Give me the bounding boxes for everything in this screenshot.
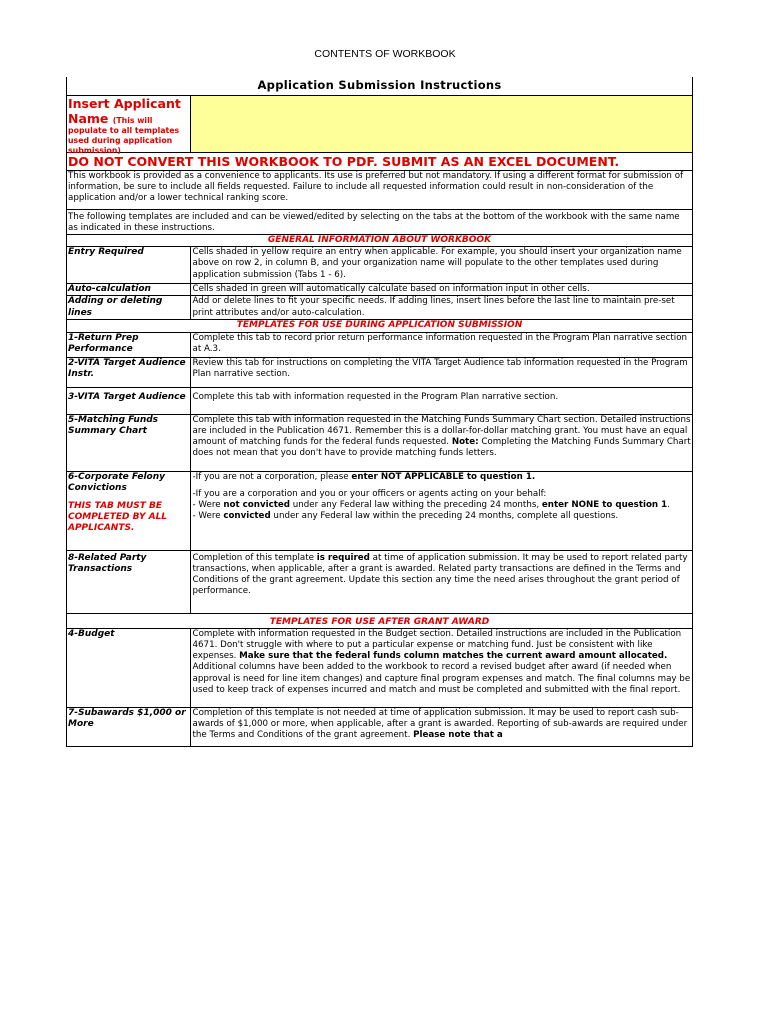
row-text: Review this tab for instructions on completing the VITA Target Audience tab information requested in the Program Plan narrative section. xyxy=(190,357,693,387)
warning-row xyxy=(66,153,693,171)
row-label: 3-VITA Target Audience xyxy=(66,387,190,414)
applicant-label: Insert Applicant Name (This will xyxy=(68,96,181,126)
section-after xyxy=(66,613,693,628)
intro-row-1 xyxy=(66,171,693,210)
intro-row-2 xyxy=(66,209,693,234)
row-label: 5-Matching Funds Summary Chart xyxy=(66,414,190,471)
row-text: Complete this tab with information requested in the Matching Funds Summary Chart section. Detailed instructions are included in the Publication 4671. Remember this is a dollar-for-dollar matching grant. You must have an equal amount of matching funds for the federal funds requested. Note: Completing the Matching Funds Summary Chart does not mean that you don't have to provide matching funds letters. xyxy=(190,414,693,471)
felony-required-note: THIS TAB MUST BE COMPLETED BY ALL APPLICANTS. xyxy=(68,501,168,534)
sheet-left-border xyxy=(66,77,67,747)
section-general-title: GENERAL INFORMATION ABOUT WORKBOOK xyxy=(66,235,693,247)
row-budget xyxy=(66,628,693,707)
row-label: 1-Return Prep Performance xyxy=(66,332,190,357)
row-auto-calculation xyxy=(66,284,693,296)
row-text: -If you are not a corporation, please enter NOT APPLICABLE to question 1. -If you are a corporation and you or your officers or agents acting on your behalf: - Were not convicted under any Federal law withing the preceding 24 months, enter NONE to question 1. - Were convicted under any Federal law within the preceding 24 months, complete all questions. xyxy=(190,471,693,550)
applicant-row xyxy=(66,96,693,153)
row-subawards xyxy=(66,707,693,746)
row-felony xyxy=(66,471,693,550)
instructions-sheet xyxy=(66,77,693,747)
row-matching-funds xyxy=(66,414,693,471)
sheet-title: Application Submission Instructions xyxy=(66,77,693,96)
row-vita-audience xyxy=(66,387,693,414)
row-entry-required xyxy=(66,247,693,284)
row-text: Completion of this template is required at time of application submission. It may be used to report related party transactions, when applicable, after a grant is awarded. Related party transactions are defined in the Terms and Conditions of the grant agreement. Update this section any time the need arises throughout the grant period of performance. xyxy=(190,550,693,613)
intro-text-2: The following templates are included and can be viewed/edited by selecting on the tabs at the bottom of the workbook with the same name as indicated in these instructions. xyxy=(66,209,693,234)
row-vita-instr xyxy=(66,357,693,387)
row-text: Cells shaded in green will automatically calculate based on information input in other cells. xyxy=(190,284,693,296)
row-label: Auto-calculation xyxy=(66,284,190,296)
warning-text: DO NOT CONVERT THIS WORKBOOK TO PDF. SUBMIT AS AN EXCEL DOCUMENT. xyxy=(66,153,693,171)
section-during xyxy=(66,320,693,332)
instructions-table xyxy=(66,77,693,747)
title-row xyxy=(66,77,693,96)
intro-text-1: This workbook is provided as a convenience to applicants. Its use is preferred but not mandatory. If using a different format for submission of information, be sure to include all fields requested. Failure to include all requested information could result in non-consideration of the application and/or a lower technical ranking score. xyxy=(66,171,693,210)
row-text: Complete this tab with information requested in the Program Plan narrative section. xyxy=(190,387,693,414)
row-label: 7-Subawards $1,000 or More xyxy=(66,707,190,746)
applicant-name-input[interactable] xyxy=(190,96,693,153)
row-text: Complete with information requested in the Budget section. Detailed instructions are included in the Publication 4671. Don't struggle with where to put a particular expense or matching fund. Just be consistent with like expenses. Make sure that the federal funds column matches the current award amount allocated. Additional columns have been added to the workbook to record a revised budget after award (if needed when approval is need for line item changes) and capture final program expenses and match. The final columns may be used to keep track of expenses incurred and match and must be completed and submitted with the final report. xyxy=(190,628,693,707)
page-heading: CONTENTS OF WORKBOOK xyxy=(314,48,456,60)
applicant-label-sub: populate to all templates used during application submission) xyxy=(68,126,180,155)
row-return-prep xyxy=(66,332,693,357)
applicant-label-cell xyxy=(66,96,190,153)
section-during-title: TEMPLATES FOR USE DURING APPLICATION SUBMISSION xyxy=(66,320,693,332)
row-text: Cells shaded in yellow require an entry when applicable. For example, you should insert your organization name above on row 2, in column B, and your organization name will populate to the other templates used during application submission (Tabs 1 - 6). xyxy=(190,247,693,284)
row-text: Add or delete lines to fit your specific needs. If adding lines, insert lines before the last line to maintain pre-set print attributes and/or auto-calculation. xyxy=(190,296,693,320)
sheet-right-border xyxy=(692,77,693,747)
applicant-note: (This will xyxy=(112,116,153,125)
section-after-title: TEMPLATES FOR USE AFTER GRANT AWARD xyxy=(66,613,693,628)
row-label: 4-Budget xyxy=(66,628,190,707)
row-label: 8-Related Party Transactions xyxy=(66,550,190,613)
row-related-party xyxy=(66,550,693,613)
row-label: Adding or deleting lines xyxy=(66,296,190,320)
row-text: Completion of this template is not needed at time of application submission. It may be used to report cash sub-awards of $1,000 or more, when applicable, after a grant is awarded. Reporting of sub-awards are required under the Terms and Conditions of the grant agreement. Please note that a xyxy=(190,707,693,746)
row-label: 2-VITA Target Audience Instr. xyxy=(66,357,190,387)
row-label: Entry Required xyxy=(66,247,190,284)
row-adding-deleting xyxy=(66,296,693,320)
row-label: 6-Corporate Felony Convictions THIS TAB MUST BE COMPLETED BY ALL APPLICANTS. xyxy=(66,471,190,550)
section-general xyxy=(66,235,693,247)
row-text: Complete this tab to record prior return performance information requested in the Program Plan narrative section at A.3. xyxy=(190,332,693,357)
